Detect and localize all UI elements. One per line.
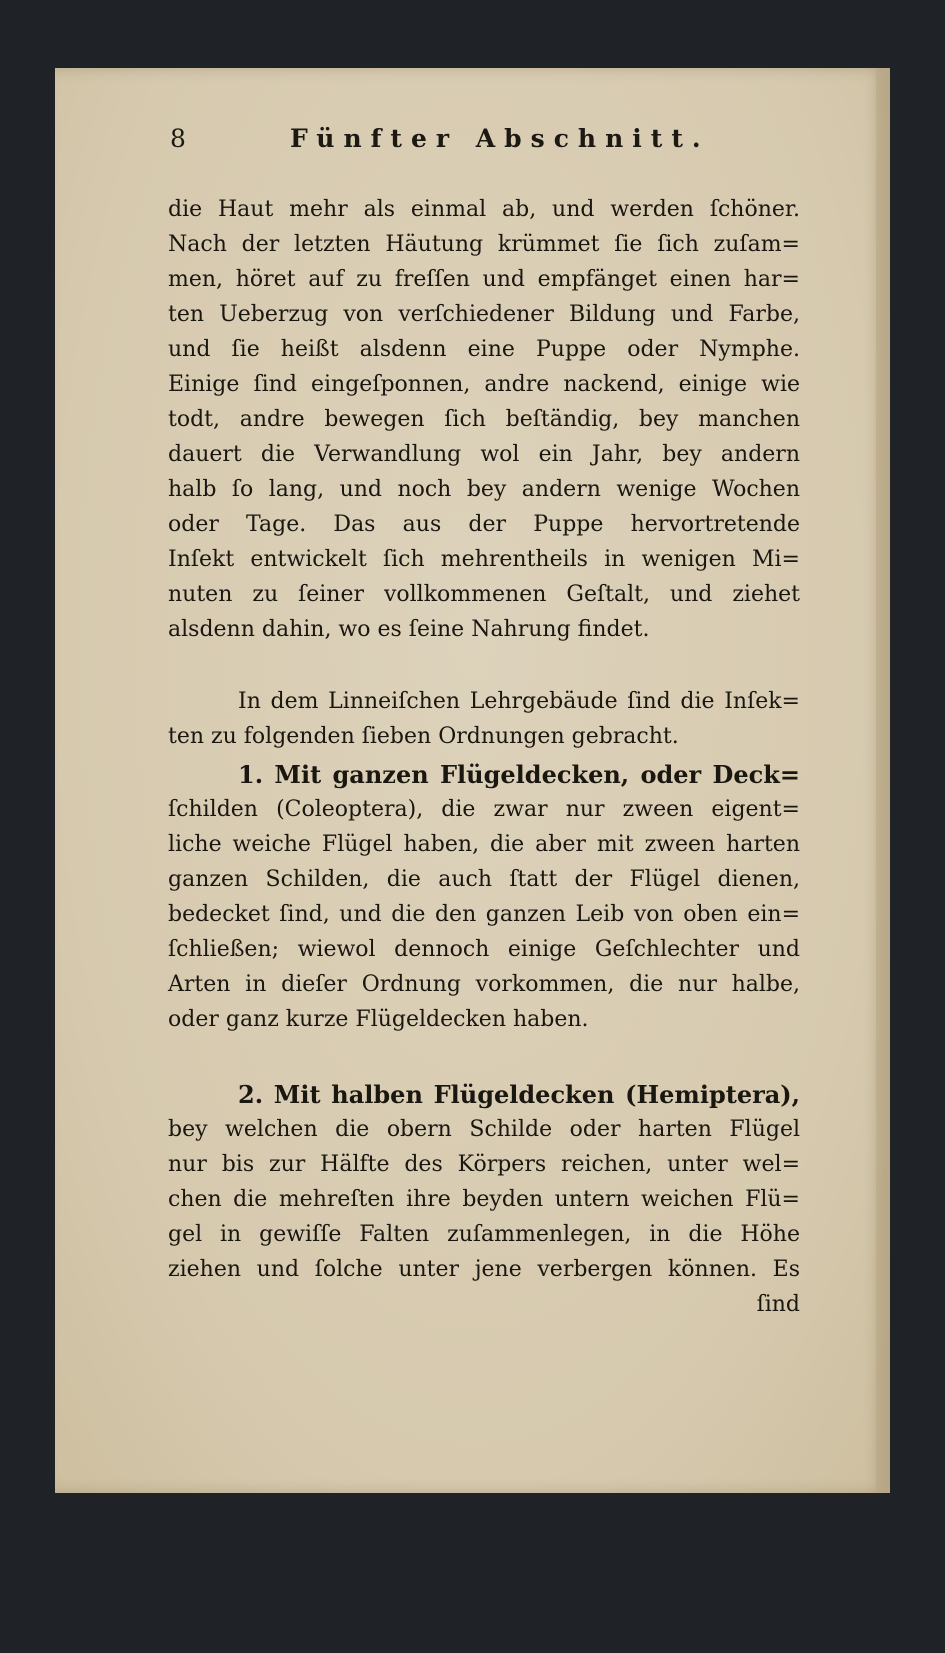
text-line: In dem Linneiſchen Lehrgebäude ſind die Inſek= xyxy=(238,689,800,714)
text-line: gel in gewiſſe Falten zuſammenlegen, in die Höhe xyxy=(168,1222,800,1247)
text-line: ſchließen; wiewol dennoch einige Geſchlechter und xyxy=(168,937,800,962)
text-line: ziehen und ſolche unter jene verbergen können. Es xyxy=(168,1257,800,1282)
text-line: ten Ueberzug von verſchiedener Bildung und Farbe, xyxy=(168,302,800,327)
text-line: liche weiche Flügel haben, die aber mit zween harten xyxy=(168,832,800,857)
page-edge xyxy=(876,68,890,1493)
page-header xyxy=(170,124,800,160)
text-line: halb ſo lang, und noch bey andern wenige Wochen xyxy=(168,477,800,502)
text-line: Nach der letzten Häutung krümmet ſie ſich zuſam= xyxy=(168,232,800,257)
text-line: Arten in dieſer Ordnung vorkommen, die nur halbe, xyxy=(168,972,800,997)
text-line: Inſekt entwickelt ſich mehrentheils in wenigen Mi= xyxy=(168,547,800,572)
paragraph xyxy=(168,684,800,754)
text-line: 1. Mit ganzen Flügeldecken, oder Deck= xyxy=(238,760,800,789)
text-line: ten zu folgenden ſieben Ordnungen gebracht. xyxy=(168,724,679,749)
text-line: bey welchen die obern Schilde oder harten Flügel xyxy=(168,1117,800,1142)
running-title: Fünfter Abschnitt. xyxy=(290,124,710,153)
text-line: todt, andre bewegen ſich beſtändig, bey manchen xyxy=(168,407,800,432)
order-2-paragraph xyxy=(168,1077,800,1322)
text-line: 2. Mit halben Flügeldecken (Hemiptera), xyxy=(238,1080,800,1109)
book-page xyxy=(55,68,890,1493)
text-line: chen die mehreſten ihre beyden untern weichen Flü= xyxy=(168,1187,800,1212)
text-line: ſchilden (Coleoptera), die zwar nur zween eigent= xyxy=(168,797,800,822)
text-line: nur bis zur Hälfte des Körpers reichen, unter wel= xyxy=(168,1152,800,1177)
text-line: bedecket ſind, und die den ganzen Leib von oben ein= xyxy=(168,902,800,927)
body-text xyxy=(168,192,800,1322)
text-line: nuten zu ſeiner vollkommenen Geſtalt, und ziehet xyxy=(168,582,800,607)
page-number: 8 xyxy=(170,124,186,153)
text-line: und ſie heißt alsdenn eine Puppe oder Nymphe. xyxy=(168,337,800,362)
paragraph xyxy=(168,192,800,647)
order-1-paragraph xyxy=(168,757,800,1037)
text-line: alsdenn dahin, wo es ſeine Nahrung findet. xyxy=(168,617,650,642)
text-line: Einige ſind eingeſponnen, andre nackend, einige wie xyxy=(168,372,800,397)
text-line: men, höret auf zu freſſen und empfänget einen har= xyxy=(168,267,800,292)
text-line: ganzen Schilden, die auch ſtatt der Flügel dienen, xyxy=(168,867,800,892)
text-line: oder Tage. Das aus der Puppe hervortretende xyxy=(168,512,800,537)
text-line: die Haut mehr als einmal ab, und werden ſchöner. xyxy=(168,197,800,222)
text-line: dauert die Verwandlung wol ein Jahr, bey andern xyxy=(168,442,800,467)
text-line: oder ganz kurze Flügeldecken haben. xyxy=(168,1007,589,1032)
catchword: ſind xyxy=(756,1292,800,1317)
